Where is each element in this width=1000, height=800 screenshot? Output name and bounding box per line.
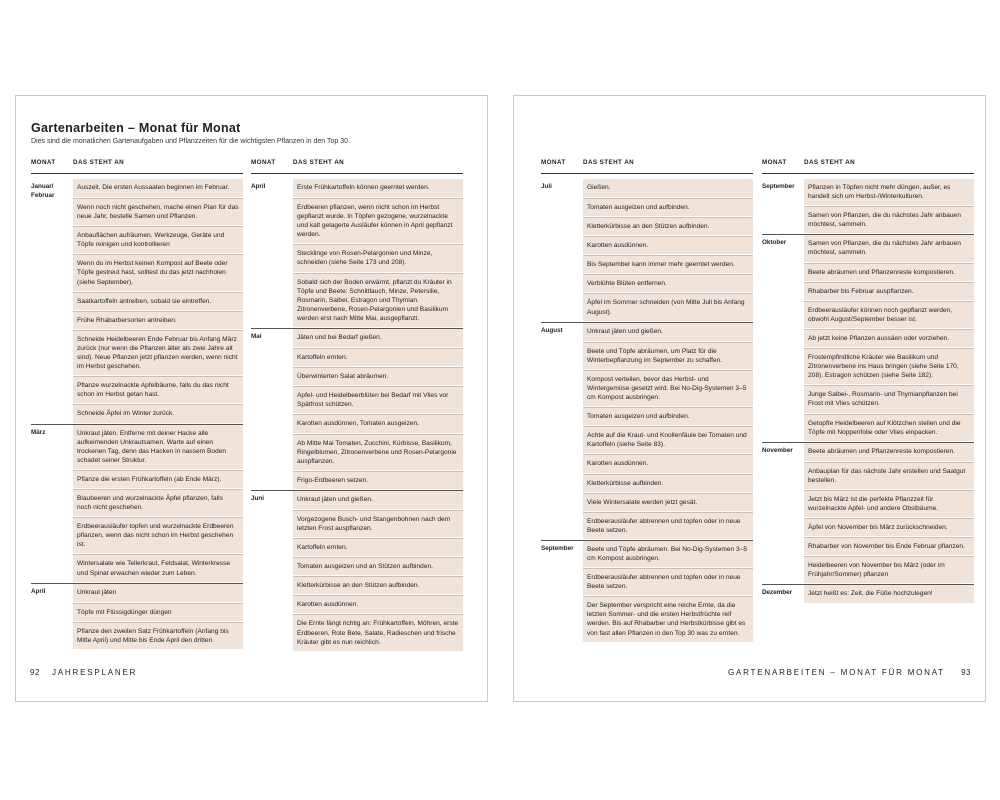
- task-cell: Kletterkürbisse aufbinden.: [583, 474, 753, 493]
- task-list: [583, 541, 753, 643]
- task-cell: Rhabarber von November bis Ende Februar pflanzen.: [804, 537, 974, 556]
- header-rule: [251, 173, 463, 174]
- task-cell: Beete und Töpfe abräumen, um Platz für die Winterbepflanzung im September zu schaffen.: [583, 342, 753, 370]
- task-cell: Saatkartoffeln antreiben, sobald sie eintreffen.: [73, 292, 243, 311]
- month-label: September: [762, 183, 795, 190]
- header-rule: [541, 173, 753, 174]
- task-list: [804, 585, 974, 604]
- task-cell: Die Ernte fängt richtig an: Frühkartoffeln, Möhren, erste Erdbeeren, Rote Bete, Salate, Radieschen und frische Kräuter gibt es nun reichlich.: [293, 614, 463, 651]
- task-cell: Unkraut jäten und gießen.: [293, 491, 463, 510]
- task-list: [583, 179, 753, 322]
- month-label: November: [762, 446, 793, 454]
- month-label: Juni: [251, 494, 264, 502]
- table-header: [541, 159, 753, 173]
- task-cell: Sobald sich der Boden erwärmt, pflanzt du Kräuter in Töpfe und Beete: Schnittlauch, Minze, Petersilie, Rosmarin, Salbei, Estragon und Thymian. Zitronenverbene, Rosen-Pelargonien und Basilikum werden erst nach Mitte Mai, ausgepflanzt.: [293, 273, 463, 328]
- task-cell: Erdbeerausläufer abtrennen und topfen oder in neue Beete setzen.: [583, 568, 753, 596]
- task-cell: Karotten ausdünnen.: [583, 454, 753, 473]
- month-group: [31, 179, 243, 424]
- task-list: [73, 425, 243, 583]
- task-list: [804, 179, 974, 234]
- page-number: 93: [961, 668, 971, 677]
- task-cell: Frostempfindliche Kräuter wie Basilikum und Zitronenverbene ins Haus bringen (siehe Seite 170, 208). Estragon schützen (siehe Seite 182).: [804, 348, 974, 385]
- header-task: DAS STEHT AN: [73, 159, 125, 166]
- task-cell: Äpfel von November bis März zurückschneiden.: [804, 518, 974, 537]
- task-cell: Erdbeerausläufer können noch gepflanzt werden, obwohl August/September besser ist.: [804, 301, 974, 329]
- task-cell: Kletterkürbisse an den Stützen aufbinden.: [293, 576, 463, 595]
- month-group: [762, 234, 974, 441]
- task-cell: Beete abräumen und Pflanzenreste kompostieren.: [804, 263, 974, 282]
- task-cell: Rhabarber bis Februar auspflanzen.: [804, 282, 974, 301]
- page-subtitle: Dies sind die monatlichen Gartenaufgaben und Pflanzzeiten für die wichtigsten Pflanzen in den Top 30.: [31, 138, 350, 145]
- task-cell: Tomaten ausgeizen und aufbinden.: [583, 198, 753, 217]
- task-list: [293, 329, 463, 490]
- month-group: [541, 179, 753, 322]
- task-cell: Ab jetzt keine Pflanzen aussäen oder vorziehen.: [804, 329, 974, 348]
- header-task: DAS STEHT AN: [583, 159, 635, 166]
- task-cell: Karotten ausdünnen.: [583, 236, 753, 255]
- task-cell: Wenn noch nicht geschehen, mache einen Plan für das neue Jahr, bestelle Samen und Pflanzen.: [73, 198, 243, 226]
- task-cell: Schneide Heidelbeeren Ende Februar bis Anfang März zurück (nur wenn die Pflanzen älter als zwei Jahre alt sind). Neue Pflanzen jetzt pflanzen werden, wenn nicht im Herbst geschehen.: [73, 330, 243, 376]
- header-month: MONAT: [762, 159, 787, 166]
- task-cell: Samen von Pflanzen, die du nächstes Jahr anbauen möchtest, sammeln.: [804, 235, 974, 262]
- task-cell: Viele Wintersalate werden jetzt gesät.: [583, 493, 753, 512]
- task-cell: Pflanze wurzelnackte Apfelbäume, falls du das nicht schon im Herbst getan hast.: [73, 376, 243, 404]
- page-title: Gartenarbeiten – Monat für Monat: [31, 121, 241, 135]
- table-body: [762, 179, 974, 604]
- task-cell: Unkraut jäten. Entferne mit deiner Hacke alle aufkeimenden Unkrautsamen. Warte auf einen trockenen Tag, denn das Hacken in nassem Boden schadet seiner Struktur.: [73, 425, 243, 470]
- task-cell: Frigo-Erdbeeren setzen.: [293, 471, 463, 490]
- task-cell: Unkraut jäten: [73, 584, 243, 603]
- task-cell: Auszeit. Die ersten Aussaaten beginnen im Februar.: [73, 179, 243, 198]
- month-group: [31, 424, 243, 583]
- header-month: MONAT: [251, 159, 276, 166]
- table-body: [31, 179, 243, 650]
- task-list: [73, 584, 243, 650]
- task-cell: Wenn du im Herbst keinen Kompost auf Beete oder Töpfe gestreut hast, solltest du das jetzt nachholen (siehe September).: [73, 254, 243, 291]
- right-page: [513, 95, 986, 702]
- task-cell: Töpfe mit Flüssigdünger düngen: [73, 603, 243, 622]
- task-cell: Beete und Töpfe abräumen. Bei No-Dig-Systemen 3–5 cm Kompost ausbringen.: [583, 541, 753, 568]
- task-list: [583, 323, 753, 540]
- table-header: [31, 159, 243, 173]
- task-cell: Bis September kann immer mehr geerntet werden.: [583, 255, 753, 274]
- header-rule: [31, 173, 243, 174]
- task-cell: Gießen.: [583, 179, 753, 198]
- task-cell: Karotten ausdünnen, Tomaten ausgeizen.: [293, 414, 463, 433]
- task-cell: Heidelbeeren von November bis März (oder im Frühjahr/Sommer) pflanzen: [804, 556, 974, 584]
- task-list: [73, 179, 243, 424]
- month-label: April: [251, 183, 266, 190]
- table-header: [762, 159, 974, 173]
- task-cell: Tomaten ausgeizen und an Stützen aufbinden.: [293, 557, 463, 576]
- month-label: April: [31, 587, 46, 595]
- month-group: [541, 322, 753, 540]
- header-task: DAS STEHT AN: [804, 159, 856, 166]
- task-cell: Unkraut jäten und gießen.: [583, 323, 753, 342]
- month-label: August: [541, 326, 563, 334]
- month-label: Oktober: [762, 239, 787, 247]
- month-label: Januar/ Februar: [31, 183, 55, 199]
- task-cell: Jäten und bei Bedarf gießen.: [293, 329, 463, 348]
- task-cell: Tomaten ausgeizen und aufbinden.: [583, 407, 753, 426]
- task-cell: Beete abräumen und Pflanzenreste kompostieren.: [804, 443, 974, 462]
- task-cell: Pflanzen in Töpfen nicht mehr düngen, außer, es handelt sich um Herbst-/Winterkulturen.: [804, 179, 974, 206]
- month-label: Mai: [251, 333, 262, 341]
- table-body: [541, 179, 753, 643]
- task-list: [804, 443, 974, 585]
- task-cell: Anbauplan für das nächste Jahr erstellen und Saatgut bestellen.: [804, 462, 974, 490]
- task-list: [293, 491, 463, 652]
- header-month: MONAT: [541, 159, 566, 166]
- task-cell: Äpfel im Sommer schneiden (von Mitte Juli bis Anfang August).: [583, 293, 753, 321]
- header-month: MONAT: [31, 159, 56, 166]
- task-cell: Erdbeeren pflanzen, wenn nicht schon im Herbst gepflanzt wurde. In Töpfen gezogene, wurzelnackte und kalt gelagerte Ausläufer können in April gepflanzt werden.: [293, 198, 463, 244]
- month-group: [541, 540, 753, 643]
- task-list: [293, 179, 463, 328]
- header-task: DAS STEHT AN: [293, 159, 345, 166]
- task-cell: Wintersalate wie Tellerkraut, Feldsalat, Winterkresse und Spinat erwachen wieder zum Leben.: [73, 554, 243, 582]
- task-cell: Erdbeerausläufer topfen und wurzelnackte Erdbeeren pflanzen, wenn das nicht schon im Herbst geschehen ist.: [73, 517, 243, 554]
- task-cell: Erste Frühkartoffeln können geerntet werden.: [293, 179, 463, 198]
- task-cell: Frühe Rhabarbersorten antreiben.: [73, 311, 243, 330]
- task-cell: Überwinterten Salat abräumen.: [293, 367, 463, 386]
- task-cell: Karotten ausdünnen.: [293, 595, 463, 614]
- running-footer-label: JAHRESPLANER: [51, 668, 138, 677]
- task-cell: Kompost verteilen, bevor das Herbst- und Wintergemüse gesetzt wird. Bei No-Dig-Systemen 3–5 cm Kompost ausbringen.: [583, 370, 753, 407]
- header-rule: [762, 173, 974, 174]
- task-cell: Vorgezogene Busch- und Stangenbohnen nach dem letzten Frost auspflanzen.: [293, 510, 463, 538]
- task-cell: Anbauflächen aufräumen. Werkzeuge, Geräte und Töpfe reinigen und kontrollieren: [73, 226, 243, 254]
- task-cell: Getopfte Heidelbeeren auf Klötzchen stellen und die Töpfe mit Noppenfolie oder Vlies einpacken.: [804, 414, 974, 442]
- task-cell: Pflanze die ersten Frühkartoffeln (ab Ende März).: [73, 470, 243, 489]
- task-cell: Apfel- und Heidelbeerblüten bei Bedarf mit Vlies vor Spätfrost schützen.: [293, 386, 463, 414]
- month-label: Dezember: [762, 589, 793, 597]
- month-group: [762, 442, 974, 585]
- task-cell: Verblühte Blüten entfernen.: [583, 274, 753, 293]
- page-footer-left: [30, 668, 137, 677]
- task-cell: Schneide Äpfel im Winter zurück.: [73, 404, 243, 423]
- task-cell: Blaubeeren und wurzelnackte Äpfel pflanzen, falls noch nicht geschehen.: [73, 489, 243, 517]
- task-list: [804, 235, 974, 441]
- task-cell: Jetzt heißt es: Zeit, die Füße hochzulegen!: [804, 585, 974, 604]
- month-label: September: [541, 544, 574, 552]
- running-footer-label: GARTENARBEITEN – MONAT FÜR MONAT: [727, 668, 945, 677]
- month-label: März: [31, 428, 46, 436]
- task-cell: Samen von Pflanzen, die du nächstes Jahr anbauen möchtest, sammeln.: [804, 206, 974, 234]
- left-page: [15, 95, 488, 702]
- month-group: [31, 583, 243, 650]
- task-cell: Kletterkürbisse an den Stützen aufbinden.: [583, 217, 753, 236]
- month-group: [251, 328, 463, 490]
- month-group: [762, 179, 974, 234]
- task-cell: Der September verspricht eine reiche Ernte, da die letzten Sommer- und die ersten Herbstfrüchte reif werden. Bis auf Rhabarber und Herbstkürbisse gibt es von fast allen Pflanzen in den Top 30 was zu ernten.: [583, 596, 753, 642]
- month-group: [762, 584, 974, 604]
- task-cell: Stecklinge von Rosen-Pelargonien und Minze, schneiden (siehe Seite 173 und 208).: [293, 244, 463, 272]
- page-number: 92: [30, 668, 40, 677]
- task-cell: Pflanze den zweiten Satz Frühkartoffeln (Anfang bis Mitte April) und Mitte bis Ende April den dritten.: [73, 622, 243, 650]
- task-cell: Erdbeerausläufer abtrennen und topfen oder in neue Beete setzen.: [583, 512, 753, 540]
- task-cell: Ab Mitte Mai Tomaten, Zucchini, Kürbisse, Basilikum, Ringelblumen, Zitronenverbene und Rosen-Pelargonie auspflanzen.: [293, 434, 463, 471]
- page-footer-right: [728, 668, 971, 677]
- task-cell: Kartoffeln ernten.: [293, 538, 463, 557]
- table-body: [251, 179, 463, 652]
- task-cell: Junge Salbei-, Rosmarin- und Thymianpflanzen bei Frost mit Vlies schützen.: [804, 385, 974, 413]
- month-group: [251, 179, 463, 328]
- month-label: Juli: [541, 183, 552, 190]
- task-cell: Jetzt bis März ist die perfekte Pflanzzeit für wurzelnackte Apfel- und andere Obstbäume.: [804, 490, 974, 518]
- task-cell: Kartoffeln ernten.: [293, 348, 463, 367]
- table-header: [251, 159, 463, 173]
- month-group: [251, 490, 463, 652]
- task-cell: Achte auf die Kraut- und Knollenfäule bei Tomaten und Kartoffeln (siehe Seite 83).: [583, 426, 753, 454]
